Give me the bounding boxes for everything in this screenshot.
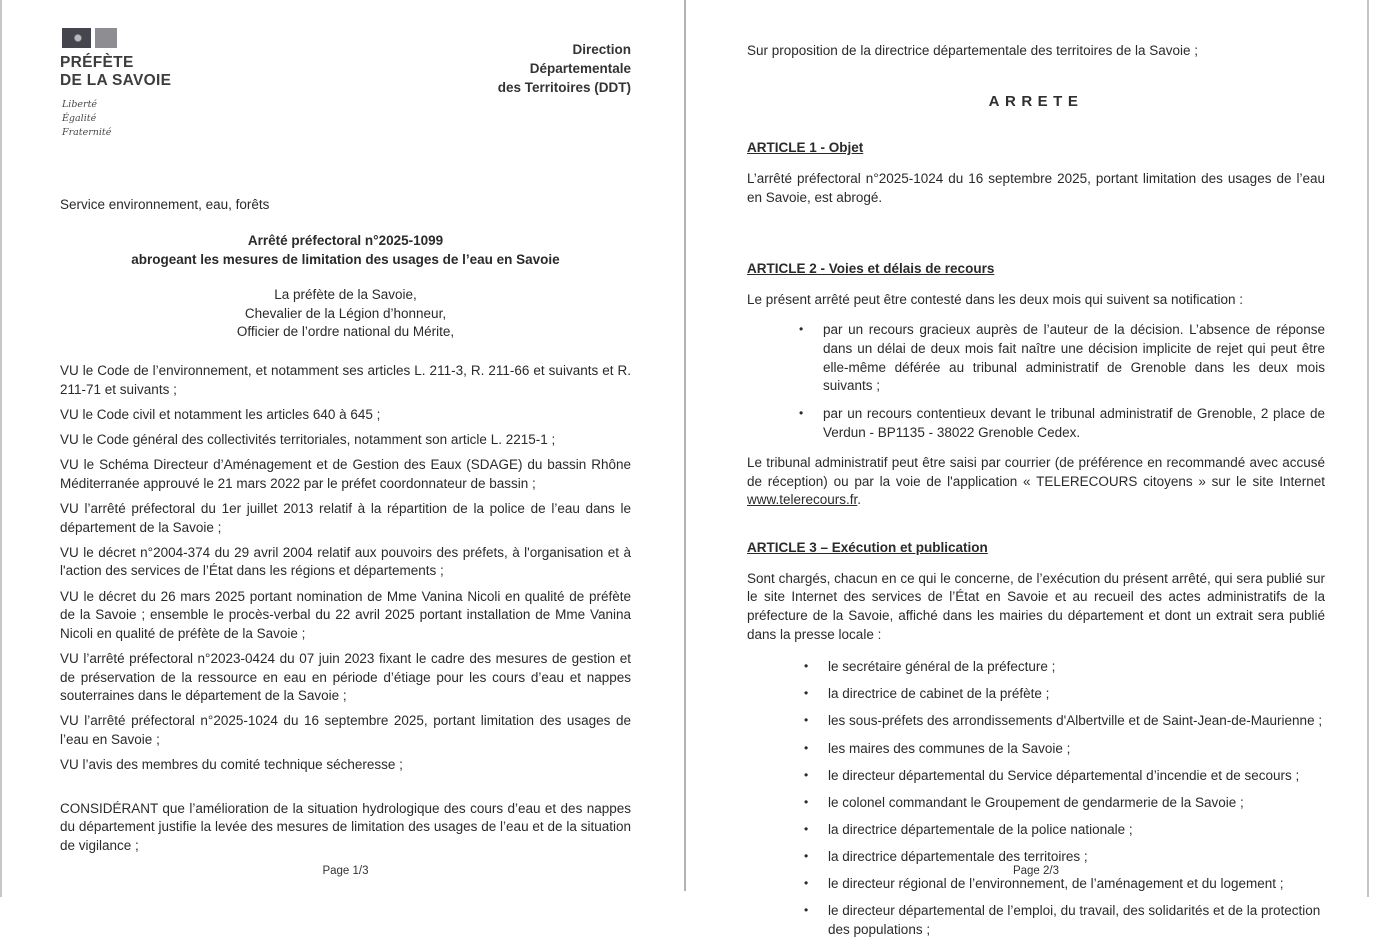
authority-line: Chevalier de la Légion d’honneur, bbox=[244, 305, 447, 321]
recours-bullet-list bbox=[797, 321, 1325, 442]
vu-paragraph: VU le Code civil et notamment les articles 640 à 645 ; bbox=[60, 407, 381, 423]
direction-block bbox=[498, 40, 631, 97]
arrete-heading: ARRETE bbox=[988, 92, 1084, 110]
prefecture-name bbox=[60, 54, 171, 91]
vu-paragraph: VU le décret du 26 mars 2025 portant nomination de Mme Vanina Nicoli en qualité de préfète de la Savoie ; ensemble le procès-verbal du 22 avril 2025 portant installation de Mme Vanina Nicoli en qualité de préfète de la Savoie ; bbox=[60, 588, 631, 641]
document-title bbox=[60, 232, 631, 269]
considerant-paragraph: CONSIDÉRANT que l’amélioration de la situation hydrologique des cours d’eau et des nappes du département justifie la levée des mesures de limitation des usages de l’eau et de la situation de vigilance ; bbox=[60, 800, 631, 853]
article-2-intro: Le présent arrêté peut être contesté dans les deux mois qui suivent sa notification : bbox=[747, 291, 1244, 307]
article-2-section bbox=[747, 260, 1325, 510]
article-3-heading: ARTICLE 3 – Exécution et publication bbox=[747, 540, 988, 556]
direction-line: des Territoires (DDT) bbox=[497, 80, 631, 96]
vu-paragraph: VU le Schéma Directeur d’Aménagement et de Gestion des Eaux (SDAGE) du bassin Rhône Méditerranée approuvé le 21 mars 2022 par le préfet coordonnateur de bassin ; bbox=[60, 457, 631, 491]
prefecture-name-line2: DE LA SAVOIE bbox=[60, 72, 172, 90]
direction-line: Direction bbox=[572, 42, 631, 57]
authority-block bbox=[60, 286, 631, 341]
service-line: Service environnement, eau, forêts bbox=[60, 197, 270, 213]
execution-bullet: • les maires des communes de la Savoie ; bbox=[802, 740, 1325, 759]
recours-bullet: • par un recours gracieux auprès de l’auteur de la décision. L’absence de réponse dans un délai de deux mois fait naître une décision implicite de rejet qui peut être elle-même déférée au tribunal administratif de Grenoble dans les deux mois suivants ; bbox=[797, 321, 1325, 396]
document-page-1 bbox=[0, 0, 685, 897]
article-1-body: L’arrêté préfectoral n°2025-1024 du 16 septembre 2025, portant limitation des usages de l’eau en Savoie, est abrogé. bbox=[747, 170, 1325, 205]
prefecture-logo bbox=[60, 28, 171, 140]
document-title-line: abrogeant les mesures de limitation des usages de l’eau en Savoie bbox=[131, 251, 560, 267]
authority-line: La préfète de la Savoie, bbox=[274, 287, 417, 303]
motto-line: Fraternité bbox=[62, 127, 112, 139]
execution-bullet: • le directeur régional de l’environnement, de l’aménagement et du logement ; bbox=[802, 875, 1325, 894]
execution-bullet: • le colonel commandant le Groupement de gendarmerie de la Savoie ; bbox=[802, 794, 1325, 813]
closing-text-after: . bbox=[857, 492, 862, 508]
prefecture-name-line1: PRÉFÈTE bbox=[60, 54, 134, 71]
article-2-closing bbox=[747, 454, 1325, 510]
article-1-heading: ARTICLE 1 - Objet bbox=[747, 140, 864, 156]
execution-bullet: • le directeur départemental du Service départemental d’incendie et de secours ; bbox=[802, 767, 1325, 786]
motto-line: Égalité bbox=[62, 112, 97, 124]
vu-paragraph: VU le Code général des collectivités territoriales, notamment son article L. 2215-1 ; bbox=[60, 432, 556, 448]
article-3-intro: Sont chargés, chacun en ce qui le concerne, de l’exécution du présent arrêté, qui sera publié sur le site Internet des services de l’État en Savoie et au recueil des actes administratifs de la préfecture de la Savoie, affiché dans les mairies du département et dont un extrait sera publié dans la presse locale : bbox=[747, 570, 1325, 642]
page1-footer: Page 1/3 bbox=[322, 865, 369, 878]
vu-paragraph: VU le décret n°2004-374 du 29 avril 2004 relatif aux pouvoirs des préfets, à l'organisation et à l'action des services de l’État dans les régions et départements ; bbox=[60, 544, 631, 579]
vu-paragraph: VU l’arrêté préfectoral du 1er juillet 2013 relatif à la répartition de la police de l’eau dans le département de la Savoie ; bbox=[60, 501, 631, 535]
closing-text-before: Le tribunal administratif peut être saisi par courrier (de préférence en recommandé avec accusé de réception) ou par la voie de l'application « TELERECOURS citoyens » sur le site Internet bbox=[747, 455, 1325, 489]
authority-line: Officier de l’ordre national du Mérite, bbox=[236, 323, 455, 339]
execution-bullet: • la directrice de cabinet de la préfète ; bbox=[802, 685, 1325, 704]
telerecours-link[interactable]: www.telerecours.fr bbox=[747, 492, 858, 508]
execution-bullet: • le secrétaire général de la préfecture ; bbox=[802, 658, 1325, 677]
republic-motto bbox=[62, 98, 171, 141]
vu-paragraph: VU l’arrêté préfectoral n°2025-1024 du 16 septembre 2025, portant limitation des usages de l’eau en Savoie ; bbox=[60, 713, 631, 747]
vu-paragraph: VU l’avis des membres du comité technique sécheresse ; bbox=[60, 757, 403, 773]
motto-line: Liberté bbox=[62, 98, 98, 110]
article-1-section bbox=[747, 139, 1325, 207]
direction-line: Départementale bbox=[529, 61, 631, 77]
execution-bullet: • le directeur départemental de l’emploi, du travail, des solidarités et de la protection des populations ; bbox=[802, 902, 1325, 939]
execution-bullet: • la directrice départementale de la police nationale ; bbox=[802, 821, 1325, 840]
execution-bullet: • la directrice départementale des territoires ; bbox=[802, 848, 1325, 867]
execution-bullet-list bbox=[802, 658, 1325, 939]
proposition-line: Sur proposition de la directrice départementale des territoires de la Savoie ; bbox=[747, 43, 1198, 58]
article-2-heading: ARTICLE 2 - Voies et délais de recours bbox=[747, 261, 995, 277]
vu-paragraph: VU l’arrêté préfectoral n°2023-0424 du 07 juin 2023 fixant le cadre des mesures de gestion et de préservation de la ressource en eau en période d’étiage pour les cours d’eau et nappes souterraines dans le département de la Savoie ; bbox=[60, 650, 631, 704]
document-title-line: Arrêté préfectoral n°2025-1099 bbox=[247, 232, 444, 248]
page2-footer: Page 2/3 bbox=[1012, 865, 1060, 878]
document-page-2 bbox=[688, 0, 1373, 937]
page1-left-edge bbox=[0, 0, 2, 897]
vu-paragraph: VU le Code de l’environnement, et notamment ses articles L. 211-3, R. 211-66 et suivants et R. 211-71 et suivants ; bbox=[60, 363, 631, 397]
marianne-flag-icon bbox=[62, 28, 171, 48]
recours-bullet: • par un recours contentieux devant le tribunal administratif de Grenoble, 2 place de Verdun - BP1135 - 38022 Grenoble Cedex. bbox=[797, 405, 1325, 442]
page1-header bbox=[60, 28, 631, 140]
page2-right-edge bbox=[1367, 0, 1369, 897]
execution-bullet: • les sous-préfets des arrondissements d'Albertville et de Saint-Jean-de-Maurienne ; bbox=[802, 712, 1325, 731]
page-divider bbox=[684, 0, 686, 891]
vu-paragraphs bbox=[60, 362, 631, 774]
